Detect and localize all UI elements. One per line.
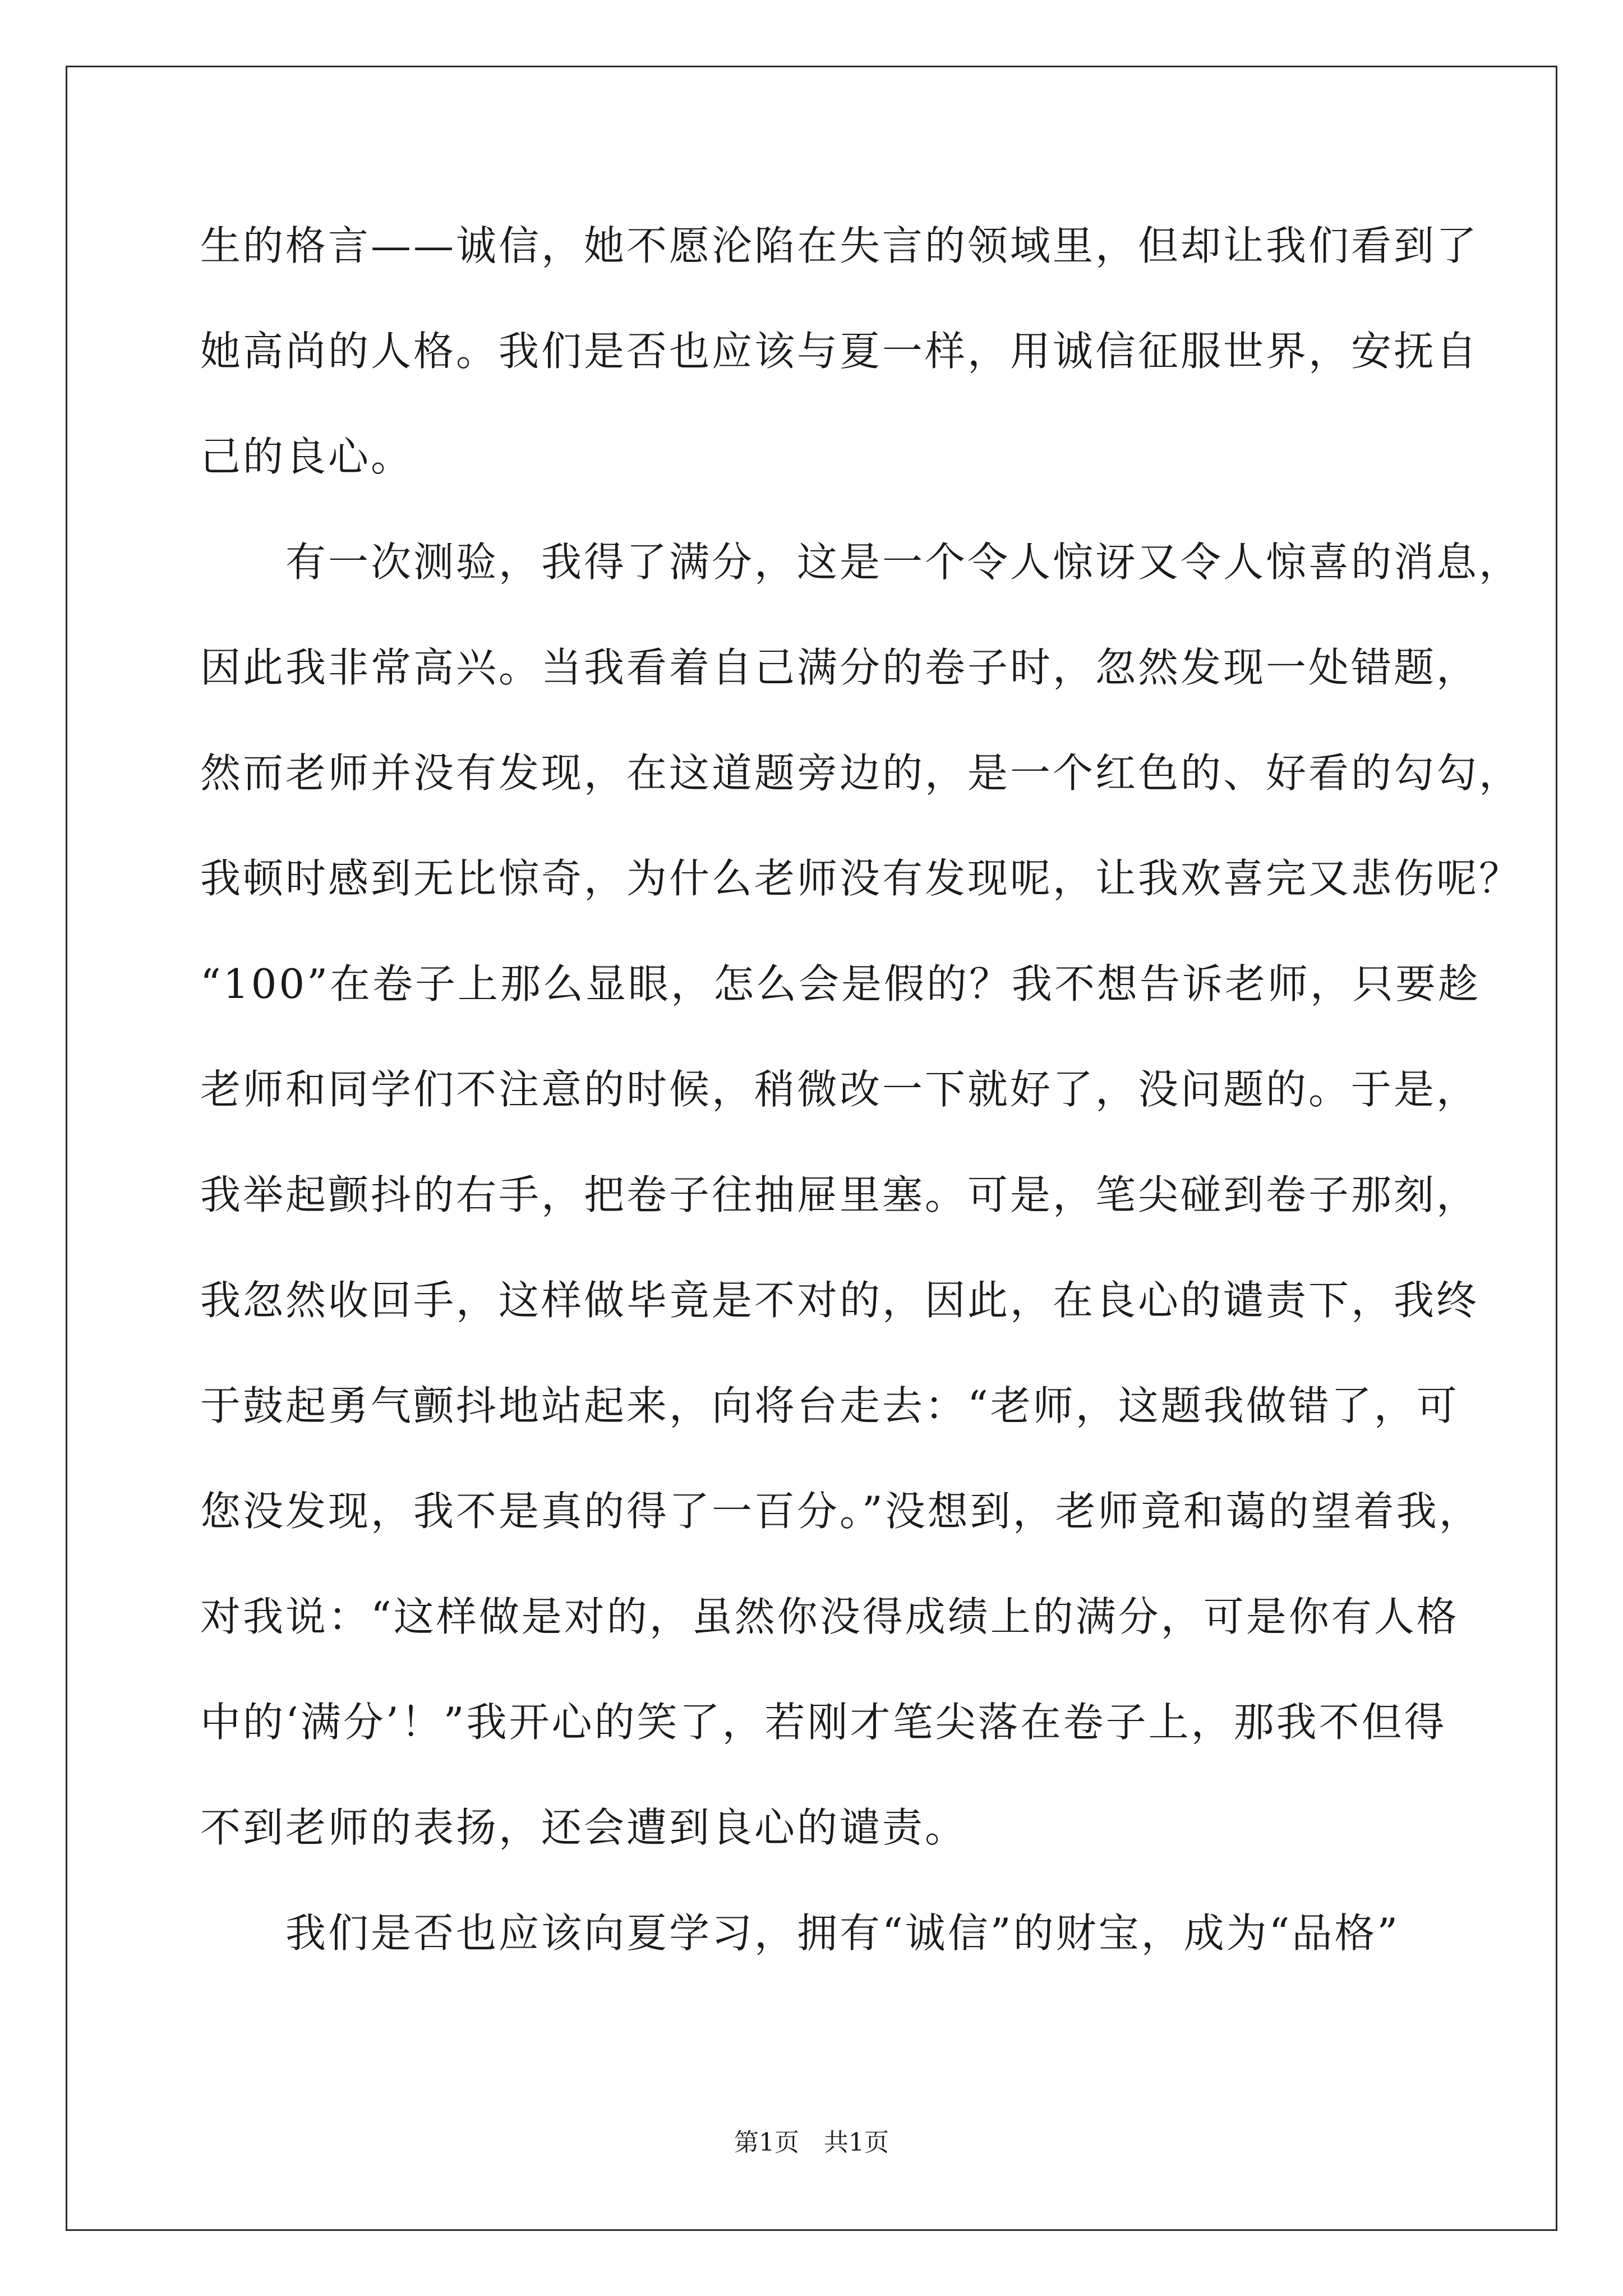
text-line: “100”在卷子上那么显眼，怎么会是假的？我不想告诉老师，只要趁: [200, 960, 1481, 1007]
text-line: 有一次测验，我得了满分，这是一个令人惊讶又令人惊喜的消息，: [200, 539, 1522, 586]
text-line: 她高尚的人格。我们是否也应该与夏一样，用诚信征服世界，安抚自: [200, 328, 1479, 375]
document-body: [200, 212, 1522, 2005]
text-line: 您没发现，我不是真的得了一百分。”没想到，老师竟和蔼的望着我，: [200, 1488, 1482, 1535]
text-line: 生的格言——诚信，她不愿沦陷在失言的领域里，但却让我们看到了: [200, 222, 1479, 269]
text-line: 我举起颤抖的右手，把卷子往抽屉里塞。可是，笔尖碰到卷子那刻，: [200, 1171, 1479, 1218]
text-line: 己的良心。: [200, 433, 414, 480]
text-line: 不到老师的表扬，还会遭到良心的谴责。: [200, 1804, 968, 1851]
text-line: 于鼓起勇气颤抖地站起来，向将台走去：“老师，这题我做错了，可: [200, 1382, 1459, 1429]
text-line: 老师和同学们不注意的时候，稍微改一下就好了，没问题的。于是，: [200, 1066, 1479, 1113]
text-line: 我忽然收回手，这样做毕竟是不对的，因此，在良心的谴责下，我终: [200, 1277, 1479, 1324]
text-line: 中的‘满分’！”我开心的笑了，若刚才笔尖落在卷子上，那我不但得: [200, 1699, 1447, 1746]
text-line: 我顿时感到无比惊奇，为什么老师没有发现呢，让我欢喜完又悲伤呢？: [200, 855, 1522, 902]
text-line: 因此我非常高兴。当我看着自己满分的卷子时，忽然发现一处错题，: [200, 644, 1479, 691]
text-line: 我们是否也应该向夏学习，拥有“诚信”的财宝，成为“品格”: [200, 1910, 1400, 1957]
text-line: 对我说：“这样做是对的，虽然你没得成绩上的满分，可是你有人格: [200, 1593, 1459, 1640]
page-number-footer: 第1页 共1页: [734, 2128, 889, 2157]
text-line: 然而老师并没有发现，在这道题旁边的，是一个红色的、好看的勾勾，: [200, 749, 1522, 797]
